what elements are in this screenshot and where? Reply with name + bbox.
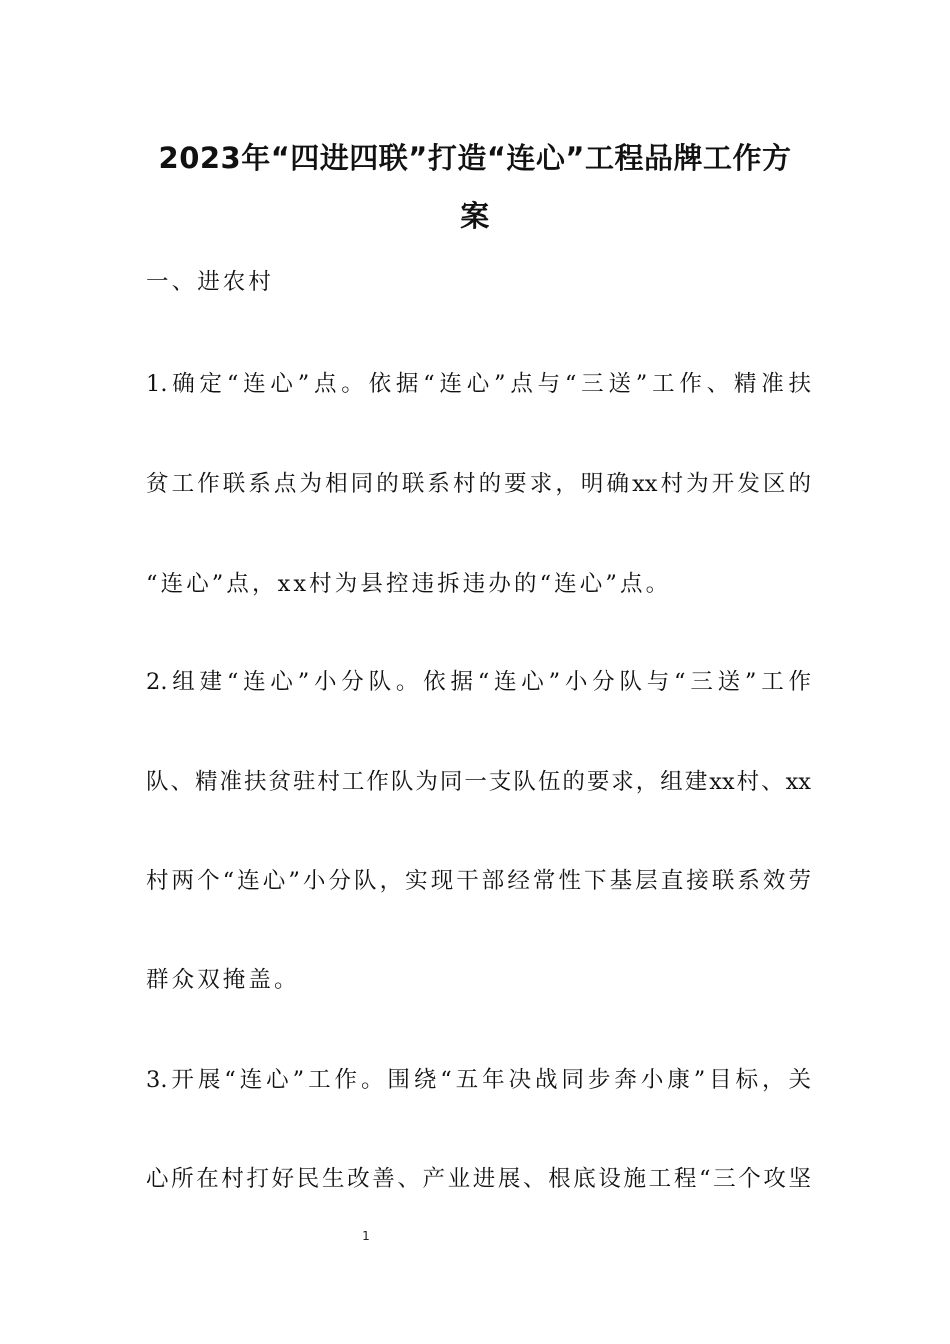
paragraph-line: 贫工作联系点为相同的联系村的要求，明确xx村为开发区的 (146, 471, 811, 497)
paragraph-line: 队、精准扶贫驻村工作队为同一支队伍的要求，组建xx村、xx (146, 769, 811, 795)
paragraph-line: 心所在村打好民生改善、产业进展、根底设施工程“三个攻坚 (146, 1166, 811, 1192)
paragraph-line: 1.确定“连心”点。依据“连心”点与“三送”工作、精准扶 (146, 371, 811, 397)
paragraph-line: “连心”点，xx村为县控违拆违办的“连心”点。 (146, 571, 672, 597)
document-title-line-1: 2023年“四进四联”打造“连心”工程品牌工作方 (158, 141, 792, 175)
page-number: 1 (362, 1229, 370, 1243)
paragraph-line: 2.组建“连心”小分队。依据“连心”小分队与“三送”工作 (146, 669, 811, 695)
document-title-line-2: 案 (460, 199, 490, 233)
paragraph-line: 群众双掩盖。 (146, 967, 300, 993)
paragraph-line: 村两个“连心”小分队，实现干部经常性下基层直接联系效劳 (146, 868, 811, 894)
paragraph-line: 3.开展“连心”工作。围绕“五年决战同步奔小康”目标，关 (146, 1067, 811, 1093)
section-heading: 一、进农村 (146, 269, 275, 295)
